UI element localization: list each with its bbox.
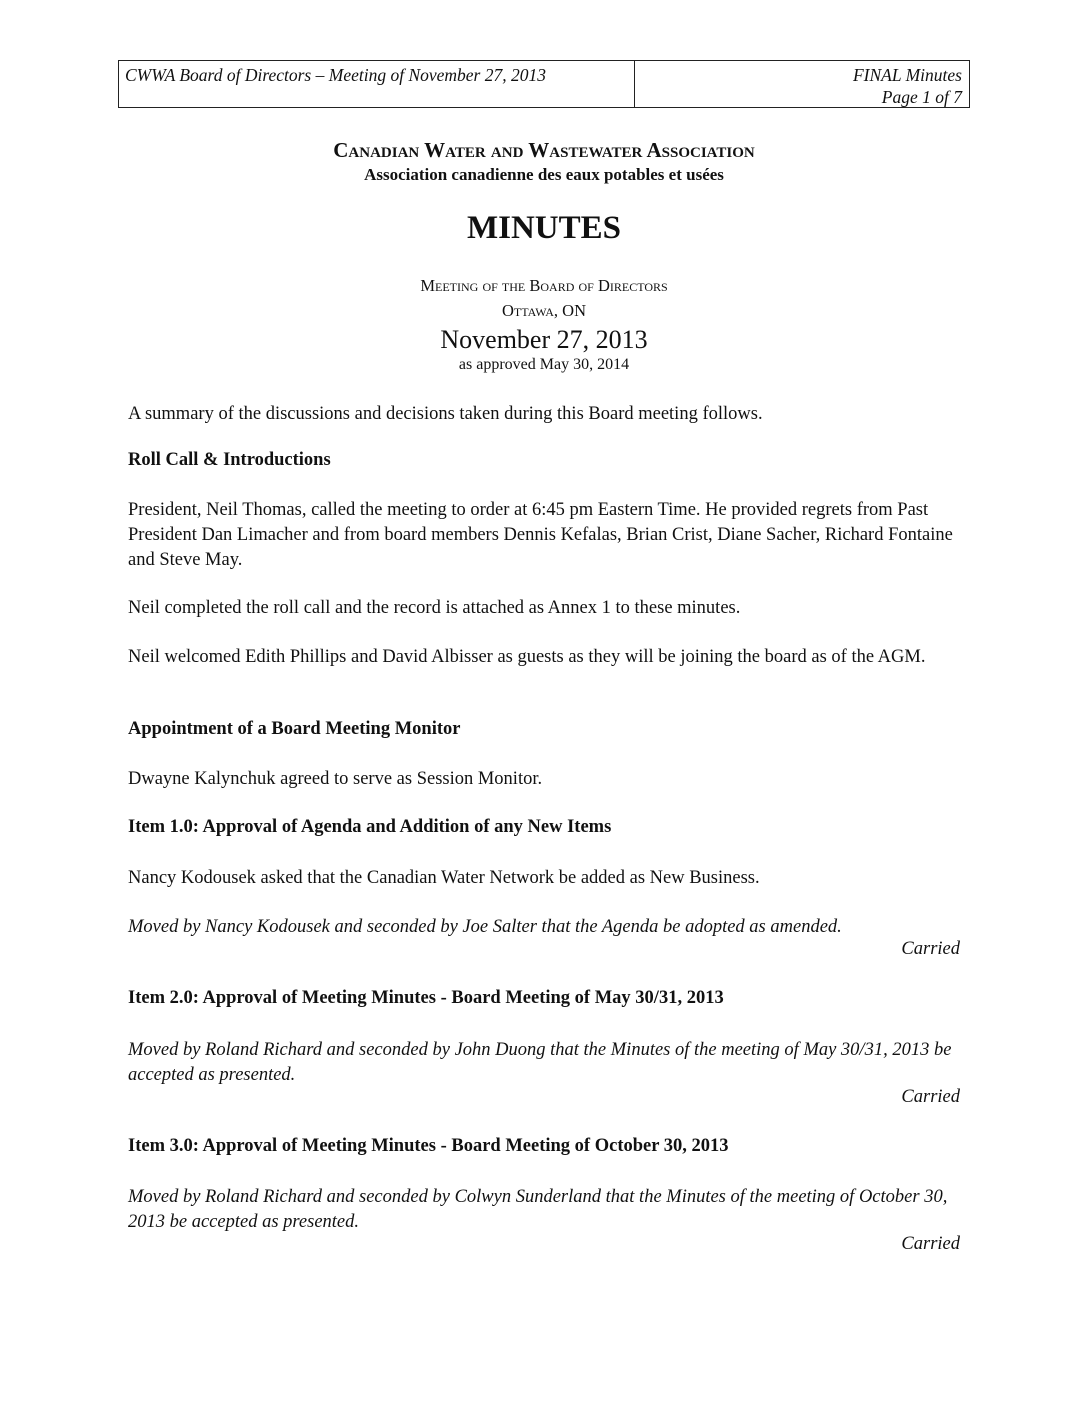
item-3-motion: Moved by Roland Richard and seconded by Colwyn Sunderland that the Minutes of the meeting of October 30, 2013 be accepted as presented. [128,1187,948,1232]
header-final-minutes: FINAL Minutes [852,65,962,85]
roll-call-paragraph-2: Neil completed the roll call and the record is attached as Annex 1 to these minutes. [128,598,741,618]
roll-call-paragraph-1: President, Neil Thomas, called the meeting to order at 6:45 pm Eastern Time. He provided regrets from Past President Dan Limacher and from board members Dennis Kefalas, Brian Crist, Diane Sacher, Richard Fontaine and Steve May. [128,500,953,570]
org-name-french: Association canadienne des eaux potables et usées [364,165,724,184]
intro-paragraph: A summary of the discussions and decisions taken during this Board meeting follows. [128,404,763,424]
approval-note: as approved May 30, 2014 [458,356,630,373]
roll-call-paragraph-3: Neil welcomed Edith Phillips and David Albisser as guests as they will be joining the board as of the AGM. [128,647,926,667]
item-2-motion: Moved by Roland Richard and seconded by John Duong that the Minutes of the meeting of May 30/31, 2013 be accepted as presented. [128,1040,952,1085]
item-1-result: Carried [901,939,960,959]
page-header-box [118,60,970,108]
header-page-number: Page 1 of 7 [881,87,962,107]
meeting-date: November 27, 2013 [440,325,648,354]
item-3-heading: Item 3.0: Approval of Meeting Minutes - Board Meeting of October 30, 2013 [128,1136,729,1156]
org-name-english: Canadian Water and Wastewater Association [333,138,755,162]
roll-call-heading: Roll Call & Introductions [128,450,331,470]
monitor-text: Dwayne Kalynchuk agreed to serve as Session Monitor. [128,769,543,789]
document-title: MINUTES [466,210,622,246]
header-status [635,61,969,107]
item-2-heading: Item 2.0: Approval of Meeting Minutes - Board Meeting of May 30/31, 2013 [128,988,724,1008]
item-1-motion: Moved by Nancy Kodousek and seconded by Joe Salter that the Agenda be adopted as amended. [128,917,842,937]
item-3-result: Carried [901,1234,960,1254]
meeting-type: Meeting of the Board of Directors [420,276,668,295]
monitor-heading: Appointment of a Board Meeting Monitor [128,719,461,739]
meeting-location: Ottawa, ON [501,301,587,320]
item-1-heading: Item 1.0: Approval of Agenda and Addition of any New Items [128,817,612,837]
item-1-text: Nancy Kodousek asked that the Canadian Water Network be added as New Business. [128,868,760,888]
header-meeting-title: CWWA Board of Directors – Meeting of November 27, 2013 [119,61,635,107]
item-2-result: Carried [901,1087,960,1107]
